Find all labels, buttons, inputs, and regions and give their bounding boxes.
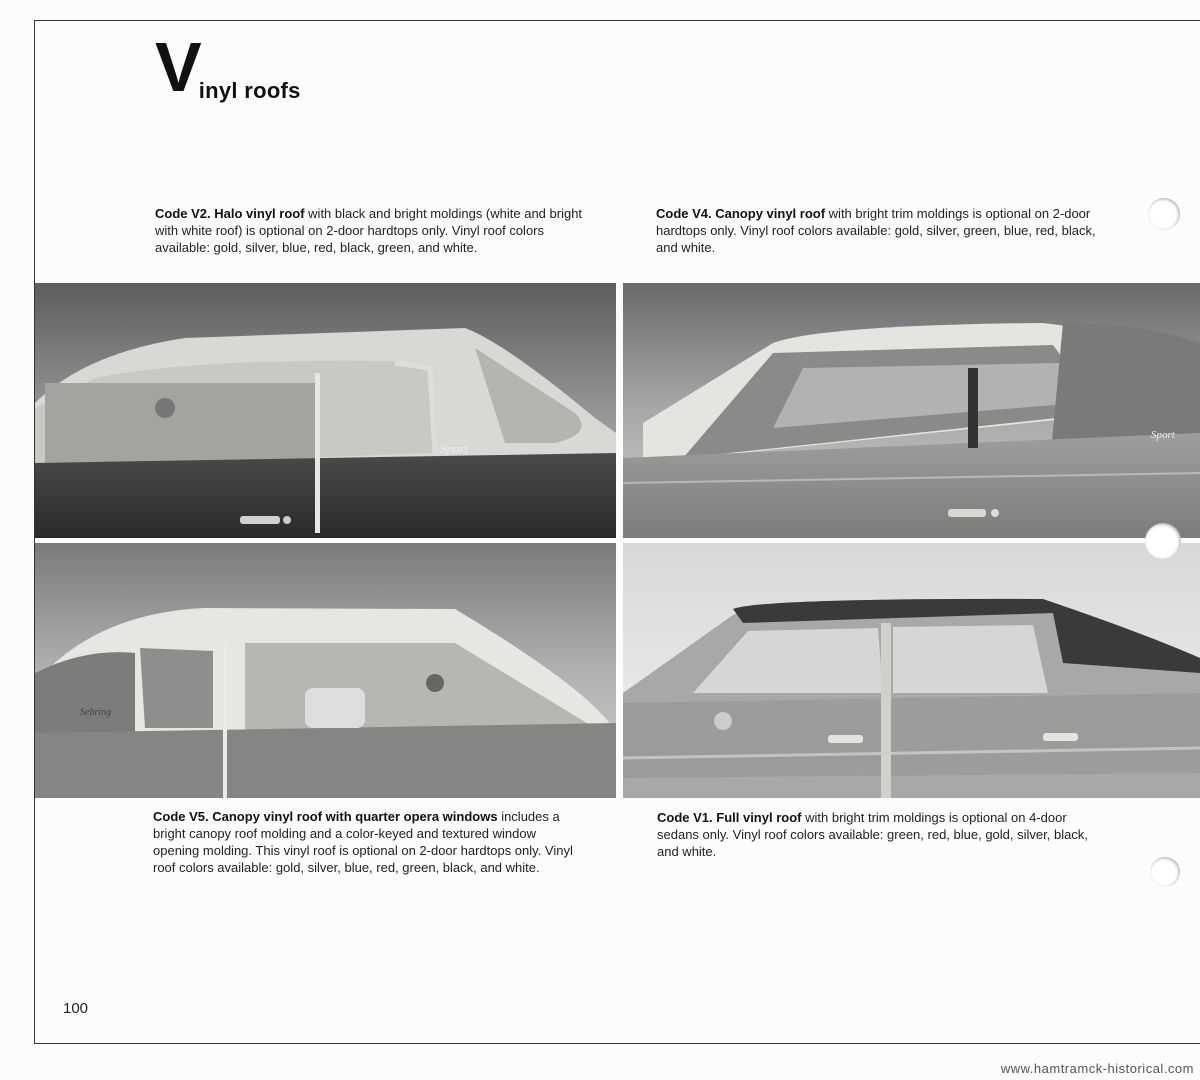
- caption-v1-code: Code V1.: [657, 810, 713, 825]
- photo-v4-canopy-roof: [623, 283, 1200, 538]
- photo-v1-full-roof: [623, 543, 1200, 798]
- caption-v1-body: with bright trim moldings is optional on 4-door sedans only. Vinyl roof colors available: green, red, blue, gold, silver, black, and white.: [657, 810, 1088, 859]
- title-rest: inyl roofs: [198, 78, 301, 103]
- caption-v2-body: with black and bright moldings (white and bright with white roof) is optional on 2-door hardtops only. Vinyl roof colors available: gold, silver, blue, red, black, green, and white.: [155, 206, 583, 255]
- v2-script-badge: Sport: [440, 441, 469, 456]
- caption-v4-name: Canopy vinyl roof: [715, 206, 826, 221]
- v4-script-badge: Sport: [1151, 429, 1175, 441]
- photo-v2-halo-roof: [35, 283, 616, 538]
- caption-v2-code: Code V2.: [155, 206, 211, 221]
- caption-v4: [656, 205, 1101, 256]
- binder-hole-middle: [1145, 523, 1181, 559]
- v5-script-badge: Sebring: [80, 707, 112, 718]
- caption-v5-body: includes a bright canopy roof molding and a color-keyed and textured window opening molding. This vinyl roof is optional on 2-door hardtops only. Vinyl roof colors available: gold, silver, blue, red, green, black, and white.: [153, 809, 573, 875]
- title-initial: V: [155, 28, 199, 106]
- caption-v5-name: Canopy vinyl roof with quarter opera windows: [212, 809, 498, 824]
- caption-v2-name: Halo vinyl roof: [214, 206, 305, 221]
- caption-v4-body: with bright trim moldings is optional on 2-door hardtops only. Vinyl roof colors available: gold, silver, green, blue, red, black, and white.: [656, 206, 1096, 255]
- caption-v2: [155, 205, 590, 256]
- photo-v5-opera-windows: [35, 543, 616, 798]
- caption-v5-code: Code V5.: [153, 809, 209, 824]
- caption-v5: [153, 808, 583, 876]
- caption-v1: [657, 809, 1092, 860]
- page-number: 100: [63, 1000, 89, 1017]
- caption-v4-code: Code V4.: [656, 206, 712, 221]
- watermark: www.hamtramck-historical.com: [1000, 1061, 1194, 1076]
- binder-hole-top: [1148, 198, 1180, 230]
- binder-hole-bottom: [1150, 857, 1180, 887]
- page-title: [155, 28, 301, 106]
- caption-v1-name: Full vinyl roof: [716, 810, 802, 825]
